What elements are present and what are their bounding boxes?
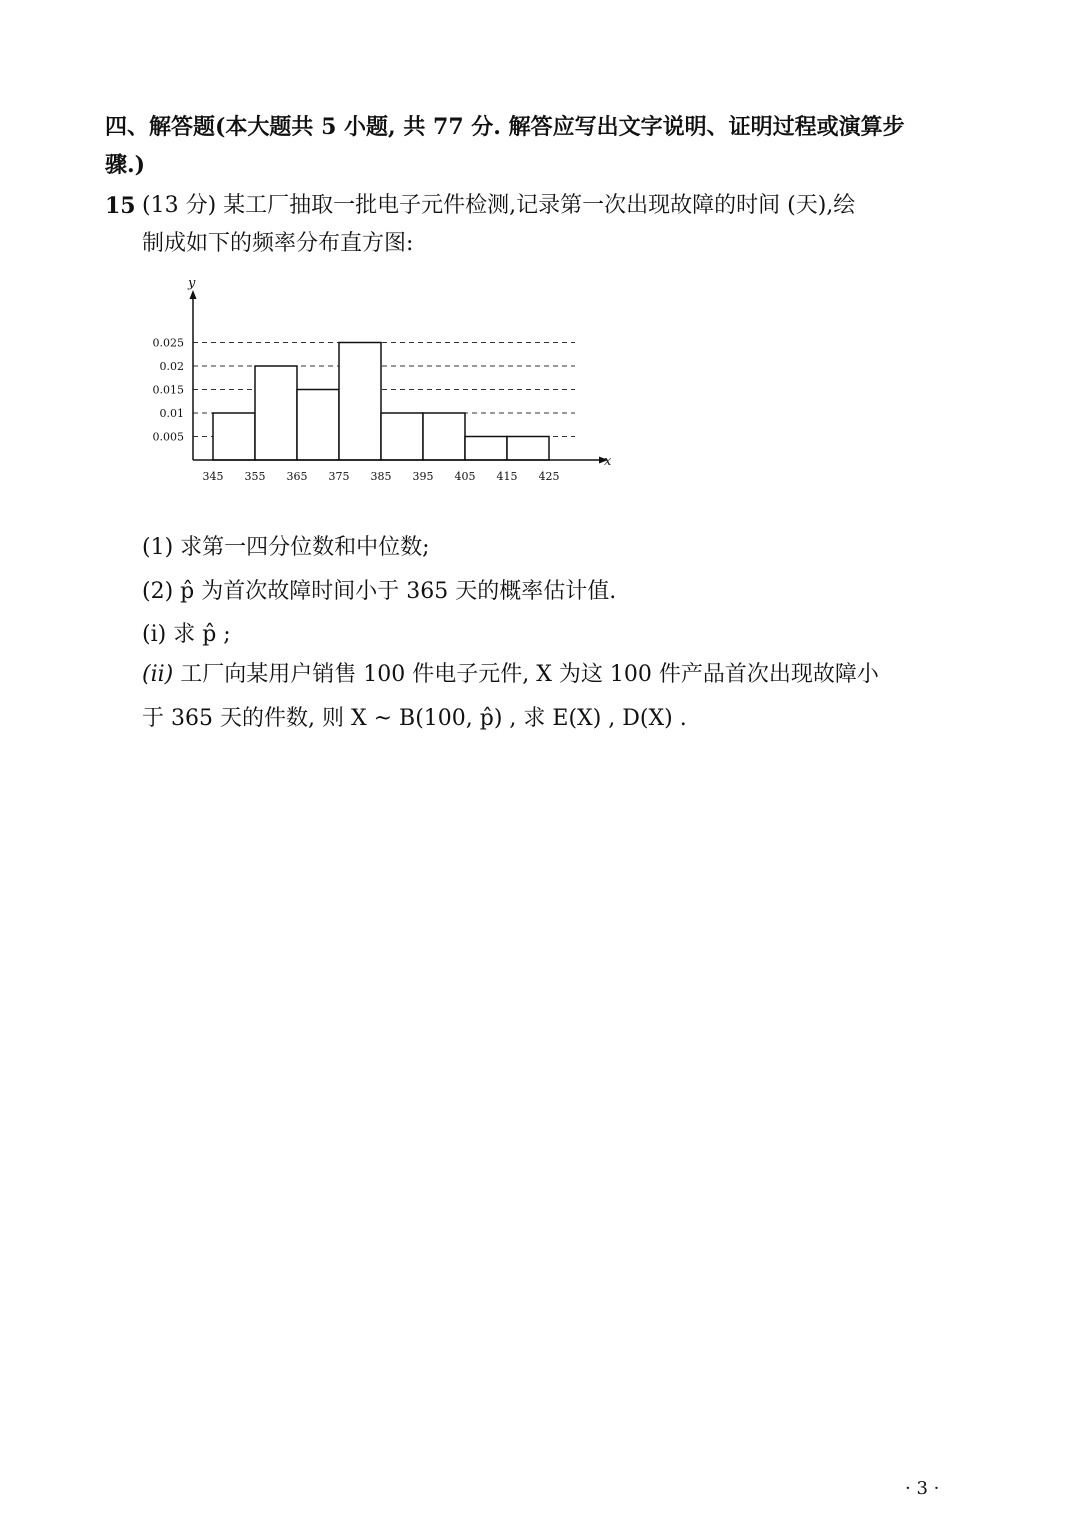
histogram-bar: [507, 437, 549, 461]
y-axis-arrow: [190, 290, 197, 299]
x-tick-label: 405: [454, 470, 476, 483]
y-tick-label: 0.015: [152, 383, 184, 397]
histogram-bar: [339, 343, 381, 461]
page-number: · 3 ·: [905, 1478, 940, 1499]
x-tick-label: 355: [244, 470, 266, 483]
y-tick-label: 0.005: [152, 430, 184, 444]
histogram-bar: [423, 413, 465, 460]
question-part-1: (1) 求第一四分位数和中位数;: [142, 535, 430, 560]
histogram-bar: [213, 413, 255, 460]
question-part-2: (2) p̂ 为首次故障时间小于 365 天的概率估计值.: [142, 579, 617, 604]
x-axis-label: x: [604, 454, 612, 469]
x-tick-label: 395: [412, 470, 434, 483]
y-tick-label: 0.025: [152, 336, 184, 350]
question-part-2-ii-line2: 于 365 天的件数, 则 X ~ B(100, p̂) , 求 E(X) , D(X) .: [142, 706, 687, 731]
section-heading-line1: 四、解答题(本大题共 5 小题, 共 77 分. 解答应写出文字说明、证明过程或演算步: [105, 114, 905, 140]
part-ii-label: (ii): [142, 662, 174, 687]
question-stem-line1: (13 分) 某工厂抽取一批电子元件检测,记录第一次出现故障的时间 (天),绘: [142, 193, 856, 218]
question-part-2-i: (i) 求 p̂ ;: [142, 622, 231, 647]
y-tick-label: 0.02: [159, 360, 184, 373]
x-tick-label: 375: [328, 470, 350, 483]
x-tick-label: 385: [370, 470, 392, 483]
histogram-bar: [465, 437, 507, 461]
question-number: 15: [105, 193, 136, 219]
x-tick-label: 425: [538, 470, 560, 483]
x-tick-label: 365: [286, 470, 308, 483]
part-ii-text: 工厂向某用户销售 100 件电子元件, X 为这 100 件产品首次出现故障小: [173, 662, 879, 687]
histogram-bar: [255, 366, 297, 460]
y-tick-label: 0.01: [159, 407, 184, 420]
y-axis-label: y: [188, 276, 196, 291]
question-part-2-ii-line1: [142, 660, 879, 690]
x-tick-label: 415: [496, 470, 518, 483]
question-stem-line2: 制成如下的频率分布直方图:: [142, 231, 414, 256]
histogram-bar: [297, 390, 339, 461]
histogram-bar: [381, 413, 423, 460]
frequency-histogram: [140, 270, 620, 485]
section-heading-line2: 骤.): [105, 152, 146, 178]
x-tick-label: 345: [202, 470, 224, 483]
